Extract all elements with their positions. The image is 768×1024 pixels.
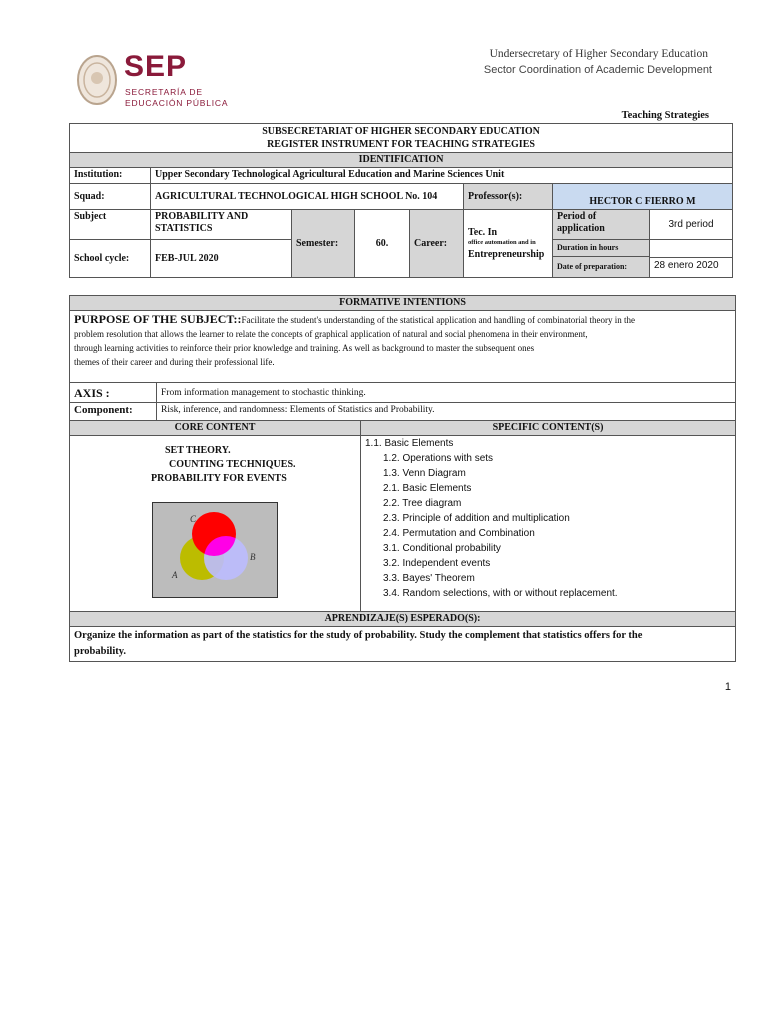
- sep-logo-text: SEP: [124, 50, 188, 83]
- date-label: Date of preparation:: [557, 262, 628, 271]
- duration-label: Duration in hours: [553, 240, 649, 257]
- specific-content-list: [361, 436, 735, 601]
- squad-label: Squad:: [70, 184, 151, 210]
- specific-content-item: 2.4. Permutation and Combination: [383, 528, 535, 539]
- specific-content-item: 3.2. Independent events: [383, 558, 491, 569]
- axis-label: AXIS :: [70, 383, 157, 403]
- header-undersecretary: Undersecretary of Higher Secondary Education: [489, 48, 708, 60]
- subject-value: PROBABILITY AND STATISTICS: [151, 210, 292, 240]
- date-value: 28 enero 2020: [654, 260, 719, 271]
- semester-value: 60.: [355, 210, 410, 278]
- venn-label-b: B: [250, 552, 256, 562]
- venn-circle-b: [204, 536, 248, 580]
- component-value: Risk, inference, and randomness: Elements of Statistics and Probability.: [157, 403, 736, 421]
- specific-content-item: 2.2. Tree diagram: [383, 498, 462, 509]
- duration-value: [650, 240, 732, 258]
- venn-diagram: [152, 502, 278, 602]
- formative-table: [69, 295, 736, 662]
- career-value: Tec. In office automation and in Entrepreneurship: [464, 210, 553, 278]
- squad-value: AGRICULTURAL TECHNOLOGICAL HIGH SCHOOL No. 104: [151, 184, 464, 210]
- specific-content-item: 2.1. Basic Elements: [383, 483, 472, 494]
- identification-table: [69, 123, 733, 278]
- semester-label: Semester:: [292, 210, 355, 278]
- purpose-label: PURPOSE OF THE SUBJECT::: [74, 312, 242, 326]
- sep-seal-icon: [76, 54, 118, 106]
- specific-content-item: 3.4. Random selections, with or without replacement.: [383, 588, 618, 599]
- period-value: 3rd period: [650, 210, 733, 240]
- duration-date-labels: [553, 240, 650, 278]
- component-label: Component:: [70, 403, 157, 421]
- specific-content-item: 1.2. Operations with sets: [383, 453, 494, 464]
- purpose-block: PURPOSE OF THE SUBJECT::Facilitate the student's understanding of the statistical application and handling of combinatorial theory in the problem resolution that allows the learner to relate the concepts of graphical application of natural and social phenomena in their environment, through learning activities to reinforce their prior knowledge and training. As well as background to master the subsequent ones themes of their career and during their professional life.: [70, 311, 736, 383]
- aprendizaje-text: Organize the information as part of the statistics for the study of probability. Study the complement that statistics offers for the probability.: [70, 627, 736, 662]
- institution-label: Institution:: [70, 168, 151, 184]
- specific-content-cell: [361, 436, 736, 612]
- specific-content-item: 3.1. Conditional probability: [383, 543, 501, 554]
- specific-content-item: 2.3. Principle of addition and multiplication: [383, 513, 570, 524]
- period-label: Period of application: [553, 210, 650, 240]
- duration-date-values: [650, 240, 733, 278]
- venn-label-c: C: [190, 514, 197, 524]
- cycle-value: FEB-JUL 2020: [151, 240, 292, 278]
- identification-heading: IDENTIFICATION: [70, 153, 733, 168]
- core-content-heading: CORE CONTENT: [70, 421, 361, 436]
- axis-value: From information management to stochastic thinking.: [157, 383, 736, 403]
- formative-heading: FORMATIVE INTENTIONS: [70, 296, 736, 311]
- venn-label-a: A: [172, 570, 178, 580]
- professor-value: HECTOR C FIERRO M: [553, 184, 733, 210]
- register-title: SUBSECRETARIAT OF HIGHER SECONDARY EDUCATION REGISTER INSTRUMENT FOR TEACHING STRATEGIES: [70, 124, 733, 153]
- specific-content-item: 3.3. Bayes' Theorem: [383, 573, 475, 584]
- aprendizaje-heading: APRENDIZAJE(S) ESPERADO(S):: [70, 612, 736, 627]
- career-label: Career:: [410, 210, 464, 278]
- sep-logo-subtitle: SECRETARÍA DE EDUCACIÓN PÚBLICA: [125, 87, 229, 108]
- institution-value: Upper Secondary Technological Agricultural Education and Marine Sciences Unit: [151, 168, 733, 184]
- professor-label: Professor(s):: [464, 184, 553, 210]
- teaching-strategies-label: Teaching Strategies: [621, 110, 709, 121]
- cycle-label: School cycle:: [70, 240, 151, 278]
- specific-content-item: 1.1. Basic Elements: [365, 438, 454, 449]
- specific-content-item: 1.3. Venn Diagram: [383, 468, 466, 479]
- page-number: 1: [724, 681, 731, 693]
- header-coordination: Sector Coordination of Academic Development: [483, 64, 712, 76]
- core-content-cell: [70, 436, 361, 612]
- subject-label: Subject: [70, 210, 151, 240]
- specific-content-heading: SPECIFIC CONTENT(S): [361, 421, 736, 436]
- core-content-text: SET THEORY. COUNTING TECHNIQUES. PROBABILITY FOR EVENTS: [151, 445, 296, 484]
